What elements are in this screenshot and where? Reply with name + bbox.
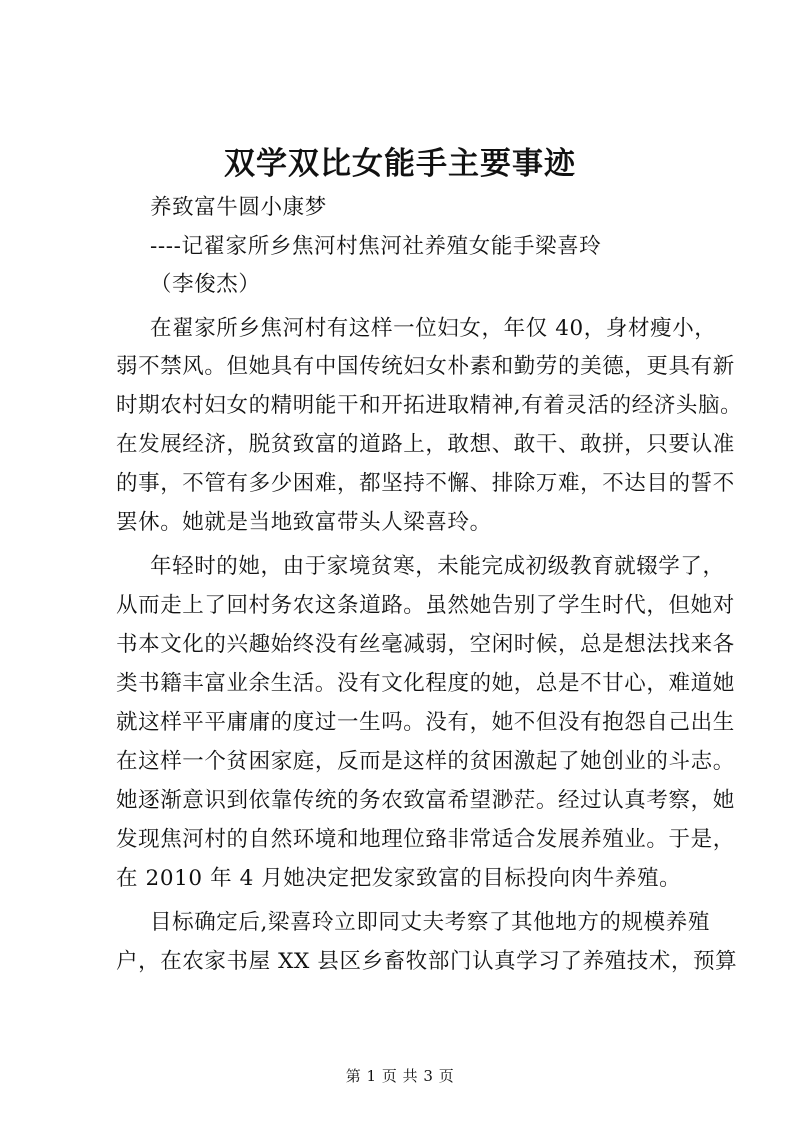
document-title: 双学双比女能手主要事迹 <box>224 146 576 182</box>
paragraph-line: 从而走上了回村务农这条道路。虽然她告别了学生时代，但她对 <box>116 593 735 618</box>
paragraph-line: 户，在农家书屋 XX 县区乡畜牧部门认真学习了养殖技术，预算 <box>116 949 738 974</box>
paragraph-line: 罢休。她就是当地致富带头人梁喜玲。 <box>116 510 492 535</box>
paragraph-line: 在发展经济，脱贫致富的道路上，敢想、敢干、敢拼，只要认准 <box>116 432 735 457</box>
paragraph-line: 目标确定后,梁喜玲立即同丈夫考察了其他地方的规模养殖 <box>150 910 710 935</box>
paragraph-line: 弱不禁风。但她具有中国传统妇女朴素和勤劳的美德，更具有新 <box>116 354 735 379</box>
paragraph-line: 就这样平平庸庸的度过一生吗。没有，她不但没有抱怨自己出生 <box>116 710 735 735</box>
author: （李俊杰） <box>150 272 261 297</box>
page-footer: 第 1 页 共 3 页 <box>345 1067 455 1085</box>
byline: ----记翟家所乡焦河村焦河社养殖女能手梁喜玲 <box>150 234 602 259</box>
subtitle: 养致富牛圆小康梦 <box>150 195 327 220</box>
paragraph-line: 在这样一个贫困家庭，反而是这样的贫困激起了她创业的斗志。 <box>116 749 735 774</box>
paragraph-line: 她逐渐意识到依靠传统的务农致富希望渺茫。经过认真考察，她 <box>116 788 735 813</box>
paragraph-line: 的事，不管有多少困难，都坚持不懈、排除万难，不达目的誓不 <box>116 471 735 496</box>
paragraph-line: 发现焦河村的自然环境和地理位臵非常适合发展养殖业。于是， <box>116 827 735 852</box>
paragraph-line: 在 2010 年 4 月她决定把发家致富的目标投向肉牛养殖。 <box>116 866 682 891</box>
paragraph-line: 时期农村妇女的精明能干和开拓进取精神,有着灵活的经济头脑。 <box>116 393 743 418</box>
paragraph-line: 书本文化的兴趣始终没有丝毫减弱，空闲时候，总是想法找来各 <box>116 632 735 657</box>
paragraph-line: 年轻时的她，由于家境贫寒，未能完成初级教育就辍学了， <box>150 554 725 579</box>
paragraph-line: 类书籍丰富业余生活。没有文化程度的她，总是不甘心，难道她 <box>116 671 735 696</box>
paragraph-line: 在翟家所乡焦河村有这样一位妇女，年仅 40，身材瘦小， <box>150 316 717 341</box>
